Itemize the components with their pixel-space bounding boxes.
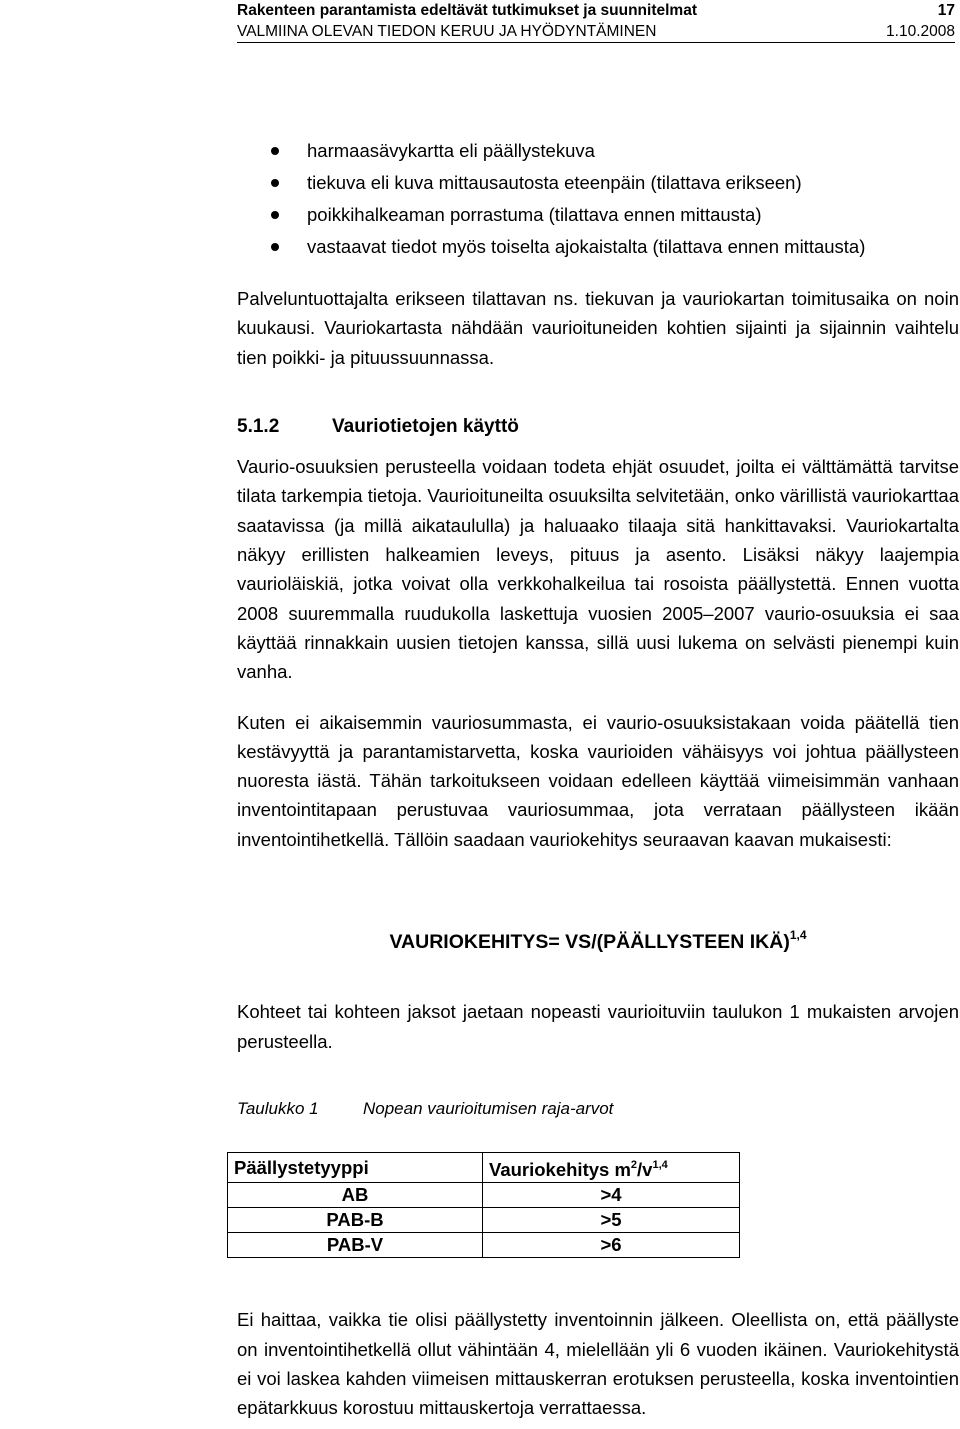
bullet-icon: [271, 147, 279, 155]
section-number: 5.1.2: [237, 415, 280, 437]
header-row-top: [237, 0, 955, 21]
table-caption-number: Taulukko 1: [237, 1098, 319, 1118]
header-divider: [237, 42, 955, 43]
table-cell-value: >6: [483, 1233, 740, 1258]
list-item: harmaasävykartta eli päällystekuva: [237, 135, 959, 167]
document-title: Rakenteen parantamista edeltävät tutkimukset ja suunnitelmat: [237, 2, 697, 19]
table-cell-type: AB: [228, 1183, 483, 1208]
bullet-icon: [271, 243, 279, 251]
paragraph-inventory-note: Ei haittaa, vaikka tie olisi päällystetty inventoinnin jälkeen. Oleellista on, että päällyste on inventointihetkellä ollut vähintään 4, mielellään yli 6 vuoden ikäinen. Vauriokehitystä ei voi laskea kahden viimeisen mittauskerran erotuksen perusteella, koska inventointien epätarkkuus korostuu mittauskertoja verrattaessa.: [237, 1309, 959, 1419]
page-body: [234, 135, 959, 1422]
bullet-icon: [271, 211, 279, 219]
bullet-icon: [271, 179, 279, 187]
table-header-row: [228, 1153, 740, 1183]
bullet-list: [237, 135, 959, 263]
column-header-type: Päällystetyyppi: [228, 1153, 483, 1183]
formula: [237, 921, 959, 957]
header-row-bottom: [237, 21, 955, 42]
page-number: 17: [937, 2, 955, 19]
paragraph-damage-sum: Kuten ei aikaisemmin vauriosummasta, ei vaurio-osuuksistakaan voida päätellä tien kestävyyttä ja parantamistarvetta, koska vaurioiden vähäisyys voi johtua päällysteen nuoresta iästä. Tähän tarkoitukseen voidaan edelleen käyttää viimeisimmän vanhaan inventointitapaan perustuvaa vauriosummaa, jota verrataan päällysteen ikään inventointihetkellä. Tällöin saadaan vauriokehitys seuraavan kaavan mukaisesti:: [237, 711, 959, 850]
table-cell-type: PAB-B: [228, 1208, 483, 1233]
table-cell-value: >4: [483, 1183, 740, 1208]
document-subtitle: VALMIINA OLEVAN TIEDON KERUU JA HYÖDYNTÄMINEN: [237, 23, 657, 40]
formula-exponent: 1,4: [789, 928, 807, 943]
paragraph-delivery: Palveluntuottajalta erikseen tilattavan ns. tiekuvan ja vauriokartan toimitusaika on noin kuukausi. Vauriokartasta nähdään vaurioituneiden kohtien sijainti ja sijainnin vaihtelu tien poikki- ja pituussuunnassa.: [237, 288, 959, 368]
paragraph-table-intro: Kohteet tai kohteen jaksot jaetaan nopeasti vaurioituviin taulukon 1 mukaisten arvojen perusteella.: [237, 1001, 959, 1052]
section-title: Vauriotietojen käyttö: [332, 415, 519, 437]
table-cell-value: >5: [483, 1208, 740, 1233]
section-heading: [237, 412, 959, 441]
table-caption-text: Nopean vaurioitumisen raja-arvot: [363, 1098, 614, 1118]
list-item: poikkihalkeaman porrastuma (tilattava ennen mittausta): [237, 199, 959, 231]
table-row: [228, 1208, 740, 1233]
table-row: [228, 1233, 740, 1258]
document-date: 1.10.2008: [886, 23, 955, 40]
table-caption: [237, 1094, 959, 1123]
formula-text: VAURIOKEHITYS= VS/(PÄÄLLYSTEEN IKÄ): [389, 931, 790, 954]
paragraph-damage-sections: Vaurio-osuuksien perusteella voidaan todeta ehjät osuudet, joilta ei välttämättä tarvitse tilata tarkempia tietoja. Vaurioituneilta osuuksilta selvitetään, onko värillistä vauriokarttaa saatavissa (ja millä aikataululla) ja haluaako tilaaja sitä hankittavaksi. Vauriokartalta näkyy erillisten halkeamien leveys, pituus ja asento. Lisäksi näkyy laajempia vaurioläiskiä, jotka voivat olla verkkohalkeilua tai rosoista päällystettä. Ennen vuotta 2008 suuremmalla ruudukolla laskettuja vuosien 2005–2007 vaurio-osuuksia ei saa käyttää rinnakkain uusien tietojen kanssa, sillä uusi lukema on selvästi pienempi kuin vanha.: [237, 456, 959, 683]
list-item: vastaavat tiedot myös toiselta ajokaistalta (tilattava ennen mittausta): [237, 231, 959, 263]
table-cell-type: PAB-V: [228, 1233, 483, 1258]
list-item: tiekuva eli kuva mittausautosta eteenpäin (tilattava erikseen): [237, 167, 959, 199]
threshold-table: [227, 1152, 740, 1258]
table-row: [228, 1183, 740, 1208]
column-header-value: Vauriokehitys $m^2/v^{1,4}$: [483, 1153, 740, 1183]
page-header: [237, 0, 955, 42]
